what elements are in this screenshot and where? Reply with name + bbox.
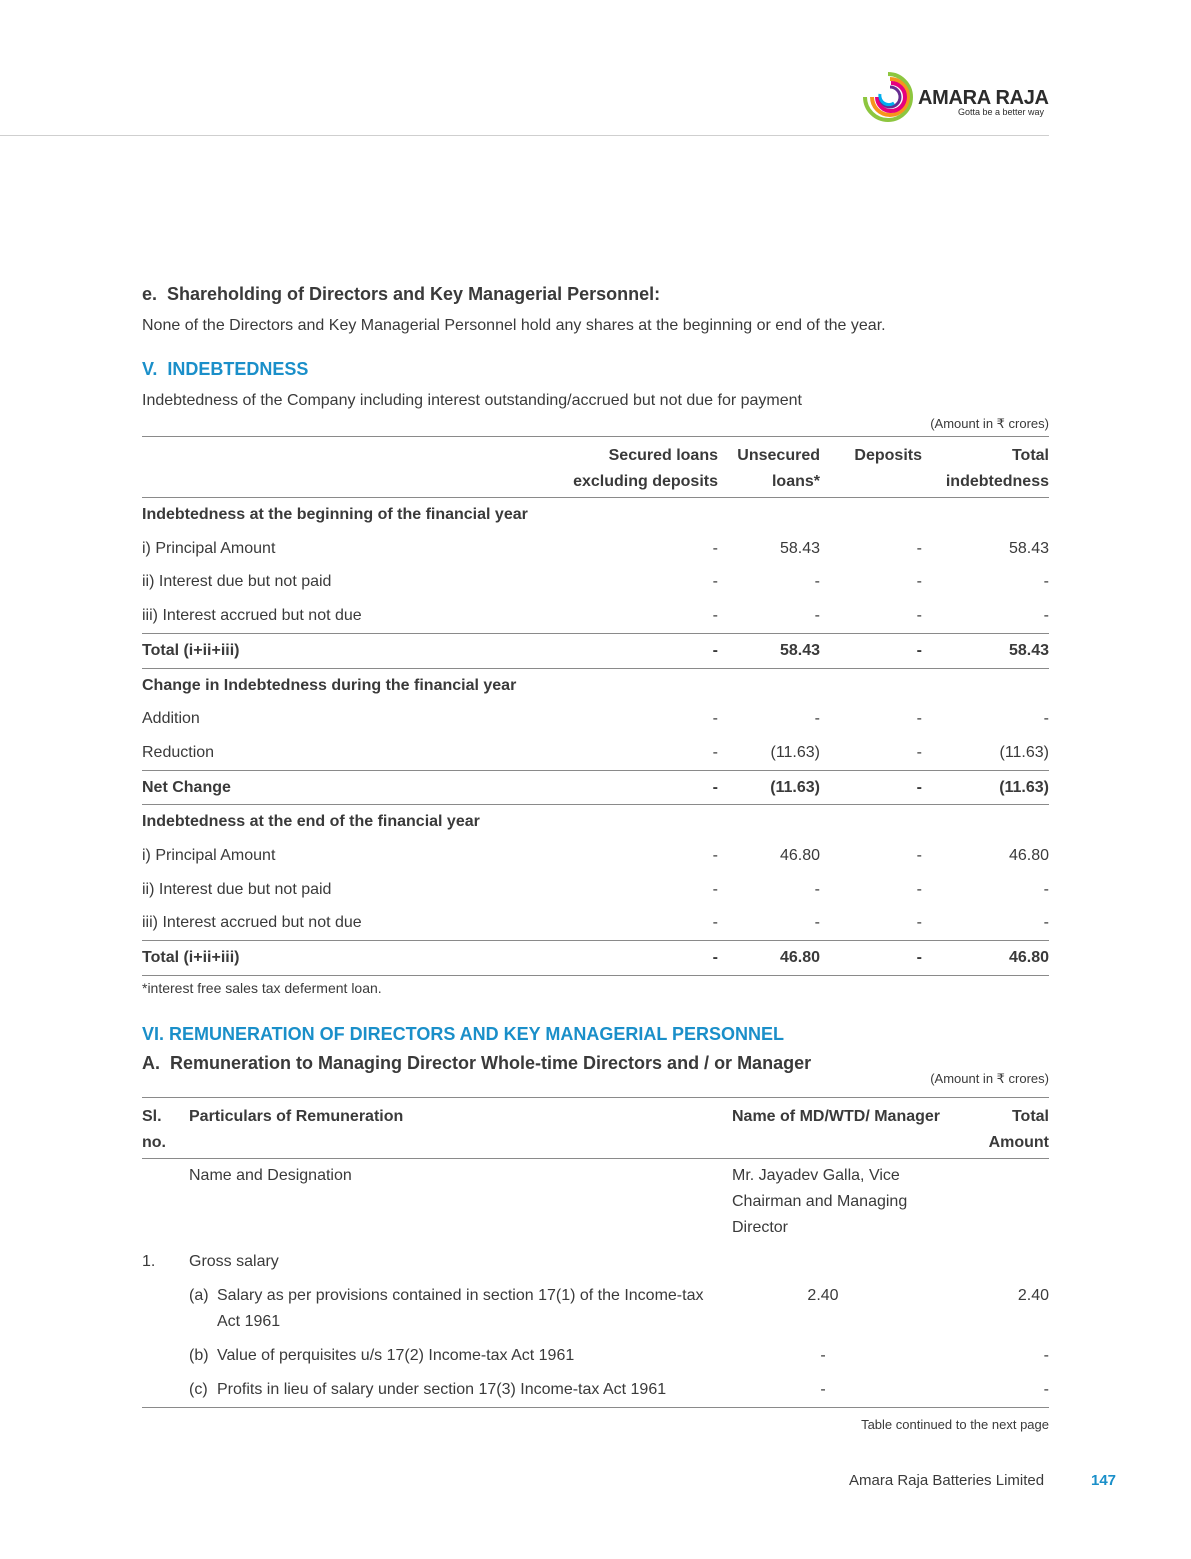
indebtedness-table xyxy=(142,436,1049,976)
row-label: i) Principal Amount xyxy=(142,847,276,865)
row-value: - xyxy=(814,607,820,625)
indebtedness-intro: Indebtedness of the Company including interest outstanding/accrued but not due for payment xyxy=(142,392,802,409)
table-row xyxy=(142,599,1049,633)
row-label: Indebtedness at the end of the financial year xyxy=(142,813,480,831)
row-value: - xyxy=(1043,880,1049,898)
profits-item-row xyxy=(142,1373,1049,1408)
total-row xyxy=(142,633,1049,668)
table-row xyxy=(142,873,1049,907)
item-text: Profits in lieu of salary under section 17(3) Income-tax Act 1961 xyxy=(217,1381,667,1398)
indebtedness-footnote: *interest free sales tax deferment loan. xyxy=(142,979,382,996)
row-value: - xyxy=(814,880,820,898)
gross-salary-sl: 1. xyxy=(142,1253,156,1270)
row-value: - xyxy=(916,573,922,591)
logo-brand-text: AMARA RAJA xyxy=(918,87,1049,109)
section-row xyxy=(142,805,1049,839)
footer-company-name: Amara Raja Batteries Limited xyxy=(849,1472,1045,1489)
row-value: - xyxy=(814,710,820,728)
row-value: - xyxy=(814,914,820,932)
logo-tagline: Gotta be a better way xyxy=(958,107,1045,117)
header-sl-no: Sl. no. xyxy=(142,1108,166,1151)
row-value: - xyxy=(712,914,718,932)
section-remuneration xyxy=(142,1024,1049,1432)
header-divider xyxy=(0,135,1049,136)
row-value xyxy=(820,498,922,532)
section-e-text: None of the Directors and Key Managerial Personnel hold any shares at the beginning or end of the year. xyxy=(142,317,886,334)
name-designation-row xyxy=(142,1159,1049,1246)
item-label: (c) xyxy=(189,1381,208,1398)
row-label: i) Principal Amount xyxy=(142,539,276,557)
row-value xyxy=(820,668,922,702)
item-total: - xyxy=(1043,1381,1049,1398)
row-value xyxy=(922,668,1049,702)
row-value: 58.43 xyxy=(1008,539,1049,557)
row-label: iii) Interest accrued but not due xyxy=(142,914,362,932)
row-label: Total (i+ii+iii) xyxy=(142,941,562,976)
row-value: 46.80 xyxy=(922,941,1049,976)
row-value: - xyxy=(916,880,922,898)
row-label: Total (i+ii+iii) xyxy=(142,633,562,668)
item-name-value: 2.40 xyxy=(807,1287,839,1304)
row-value: - xyxy=(712,847,718,865)
row-value xyxy=(820,805,922,839)
row-value xyxy=(562,805,718,839)
row-value: (11.63) xyxy=(922,770,1049,805)
row-value: 58.43 xyxy=(922,633,1049,668)
section-e-heading: e. Shareholding of Directors and Key Managerial Personnel: xyxy=(142,284,661,304)
row-value xyxy=(562,668,718,702)
salary-item-row xyxy=(142,1279,1049,1339)
indebtedness-header-row xyxy=(142,437,1049,498)
row-value: - xyxy=(562,770,718,805)
row-value: - xyxy=(712,573,718,591)
indebtedness-body xyxy=(142,498,1049,976)
row-value: - xyxy=(916,847,922,865)
header-particulars: Particulars of Remuneration xyxy=(189,1108,404,1125)
remuneration-heading: VI. REMUNERATION OF DIRECTORS AND KEY MANAGERIAL PERSONNEL xyxy=(142,1024,785,1044)
row-value: (11.63) xyxy=(999,743,1049,761)
row-value: - xyxy=(712,539,718,557)
remuneration-header-row xyxy=(142,1098,1049,1159)
header-deposits: Deposits xyxy=(854,447,922,464)
name-designation-value: Mr. Jayadev Galla, Vice Chairman and Managing Director xyxy=(732,1167,908,1236)
row-value: 58.43 xyxy=(779,539,820,557)
item-total: - xyxy=(1043,1347,1049,1364)
page-number: 147 xyxy=(1091,1472,1117,1489)
row-value xyxy=(562,498,718,532)
table-row xyxy=(142,702,1049,736)
row-label: Addition xyxy=(142,710,200,728)
item-text: Salary as per provisions contained in section 17(1) of the Income-tax Act 1961 xyxy=(217,1287,704,1330)
row-value: - xyxy=(916,914,922,932)
section-row xyxy=(142,668,1049,702)
row-value: 46.80 xyxy=(718,941,820,976)
table-row xyxy=(142,839,1049,873)
section-e xyxy=(142,284,1049,335)
row-value: - xyxy=(1043,607,1049,625)
row-value xyxy=(922,498,1049,532)
table-row xyxy=(142,906,1049,940)
row-value: - xyxy=(712,743,718,761)
item-text: Value of perquisites u/s 17(2) Income-tax Act 1961 xyxy=(217,1347,575,1364)
row-value: - xyxy=(712,607,718,625)
logo-swirl-icon xyxy=(860,70,916,124)
gross-salary-label: Gross salary xyxy=(189,1253,279,1270)
row-value: 58.43 xyxy=(718,633,820,668)
row-value: 46.80 xyxy=(1008,847,1049,865)
row-value: - xyxy=(1043,914,1049,932)
row-value: - xyxy=(916,710,922,728)
row-label: ii) Interest due but not paid xyxy=(142,880,332,898)
table-continued-note: Table continued to the next page xyxy=(861,1417,1049,1432)
row-value: - xyxy=(712,880,718,898)
row-value: (11.63) xyxy=(770,743,820,761)
row-value: (11.63) xyxy=(718,770,820,805)
row-value: - xyxy=(916,743,922,761)
table-row xyxy=(142,532,1049,566)
item-total: 2.40 xyxy=(1017,1287,1049,1304)
item-name-value: - xyxy=(820,1347,826,1364)
remuneration-table xyxy=(142,1097,1049,1408)
row-value: - xyxy=(820,770,922,805)
gross-salary-row xyxy=(142,1245,1049,1279)
row-value: - xyxy=(1043,710,1049,728)
row-value: - xyxy=(916,607,922,625)
row-value: - xyxy=(814,573,820,591)
row-value: - xyxy=(712,710,718,728)
section-row xyxy=(142,498,1049,532)
row-label: Reduction xyxy=(142,743,215,761)
item-label: (a) xyxy=(189,1287,209,1304)
row-value: - xyxy=(916,539,922,557)
indebtedness-amount-note: (Amount in ₹ crores) xyxy=(930,416,1049,431)
row-value: - xyxy=(820,941,922,976)
header-unsecured-loans: Unsecured loans* xyxy=(737,447,820,490)
header-total-indebtedness: Total indebtedness xyxy=(945,447,1049,490)
total-row xyxy=(142,941,1049,976)
row-value xyxy=(718,668,820,702)
row-label: Indebtedness at the beginning of the financial year xyxy=(142,506,528,523)
row-value xyxy=(922,805,1049,839)
header-total-amount: Total Amount xyxy=(988,1108,1049,1151)
total-row xyxy=(142,770,1049,805)
row-value: - xyxy=(820,633,922,668)
item-name-value: - xyxy=(820,1381,826,1398)
header-blank xyxy=(142,437,562,498)
row-value: - xyxy=(562,633,718,668)
indebtedness-heading: V. INDEBTEDNESS xyxy=(142,359,309,379)
company-logo xyxy=(860,70,1050,124)
table-row xyxy=(142,565,1049,599)
table-row xyxy=(142,736,1049,770)
remuneration-subheading: A. Remuneration to Managing Director Whole-time Directors and / or Manager xyxy=(142,1053,812,1073)
remuneration-amount-note: (Amount in ₹ crores) xyxy=(930,1071,1049,1086)
row-value: - xyxy=(1043,573,1049,591)
item-label: (b) xyxy=(189,1347,209,1364)
name-designation-label: Name and Designation xyxy=(189,1167,352,1184)
header-secured-loans: Secured loans excluding deposits xyxy=(573,447,718,490)
row-value: 46.80 xyxy=(779,847,820,865)
row-value xyxy=(718,805,820,839)
perquisites-item-row xyxy=(142,1339,1049,1373)
row-label: Change in Indebtedness during the financial year xyxy=(142,676,517,694)
row-value: - xyxy=(562,941,718,976)
row-label: iii) Interest accrued but not due xyxy=(142,607,362,625)
section-indebtedness xyxy=(142,359,1049,996)
header-name-md: Name of MD/WTD/ Manager xyxy=(732,1108,941,1125)
row-label: ii) Interest due but not paid xyxy=(142,573,332,591)
row-label: Net Change xyxy=(142,770,562,805)
row-value xyxy=(718,498,820,532)
